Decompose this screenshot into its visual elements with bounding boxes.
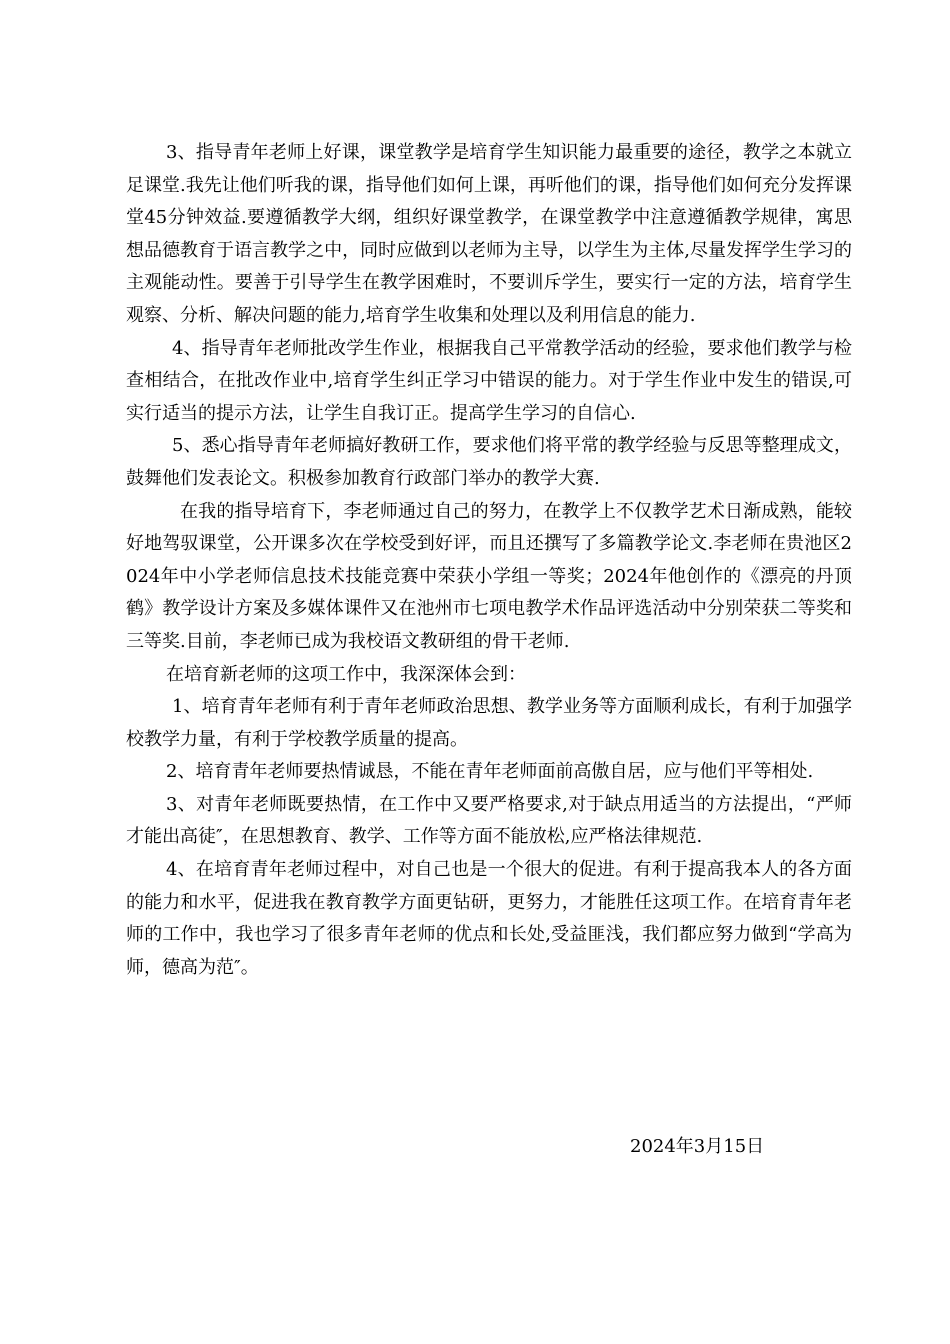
paragraph-guide-lessons: 3、指导青年老师上好课，课堂教学是培育学生知识能力最重要的途径，教学之本就立足课堂.我先让他们听我的课，指导他们如何上课，再听他们的课，指导他们如何充分发挥课堂45分钟效益.要遵循教学大纲，组织好课堂教学，在课堂教学中注意遵循教学规律，寓思想品德教育于语言教学之中，同时应做到以老师为主导，以学生为主体,尽量发挥学生学习的主观能动性。要善于引导学生在教学困难时，不要训斥学生，要实行一定的方法，培育学生观察、分析、解决问题的能力,培育学生收集和处理以及利用信息的能力.	[126, 142, 852, 326]
paragraph-reflection-intro: 在培育新老师的这项工作中，我深深体会到：	[166, 663, 526, 685]
paragraph-reflection-2: 2、培育青年老师要热情诚恳，不能在青年老师面前高傲自居，应与他们平等相处.	[166, 761, 814, 783]
paragraph-reflection-1: 1、培育青年老师有利于青年老师政治思想、教学业务等方面顺利成长，有利于加强学校教学力量，有利于学校教学质量的提高。	[126, 696, 852, 750]
paragraph-results: 在我的指导培育下，李老师通过自己的努力，在教学上不仅教学艺术日渐成熟，能较好地驾驭课堂，公开课多次在学校受到好评，而且还撰写了多篇教学论文.李老师在贵池区2024年中小学老师信息技术技能竞赛中荣获小学组一等奖；2024年他创作的《漂亮的丹顶鹤》教学设计方案及多媒体课件又在池州市七项电教学术作品评选活动中分别荣获二等奖和三等奖.目前，李老师已成为我校语文教研组的骨干老师.	[126, 500, 852, 652]
document-date: 2024年3月15日	[630, 1136, 765, 1157]
paragraph-reflection-4: 4、在培育青年老师过程中，对自己也是一个很大的促进。有利于提高我本人的各方面的能力和水平，促进我在教育教学方面更钻研，更努力，才能胜任这项工作。在培育青年老师的工作中，我也学习了很多青年老师的优点和长处,受益匪浅，我们都应努力做到“学高为师，德高为范″。	[126, 859, 852, 978]
paragraph-guide-research: 5、悉心指导青年老师搞好教研工作，要求他们将平常的教学经验与反思等整理成文，鼓舞他们发表论文。积极参加教育行政部门举办的教学大赛.	[126, 435, 852, 489]
document-body	[126, 137, 852, 984]
paragraph-reflection-3: 3、对青年老师既要热情，在工作中又要严格要求,对于缺点用适当的方法提出，“严师才能出高徒″，在思想教育、教学、工作等方面不能放松,应严格法律规范.	[126, 793, 852, 848]
paragraph-guide-homework: 4、指导青年老师批改学生作业，根据我自己平常教学活动的经验，要求他们教学与检查相结合，在批改作业中,培育学生纠正学习中错误的能力。对于学生作业中发生的错误,可实行适当的提示方法，让学生自我订正。提高学生学习的自信心.	[126, 337, 852, 424]
